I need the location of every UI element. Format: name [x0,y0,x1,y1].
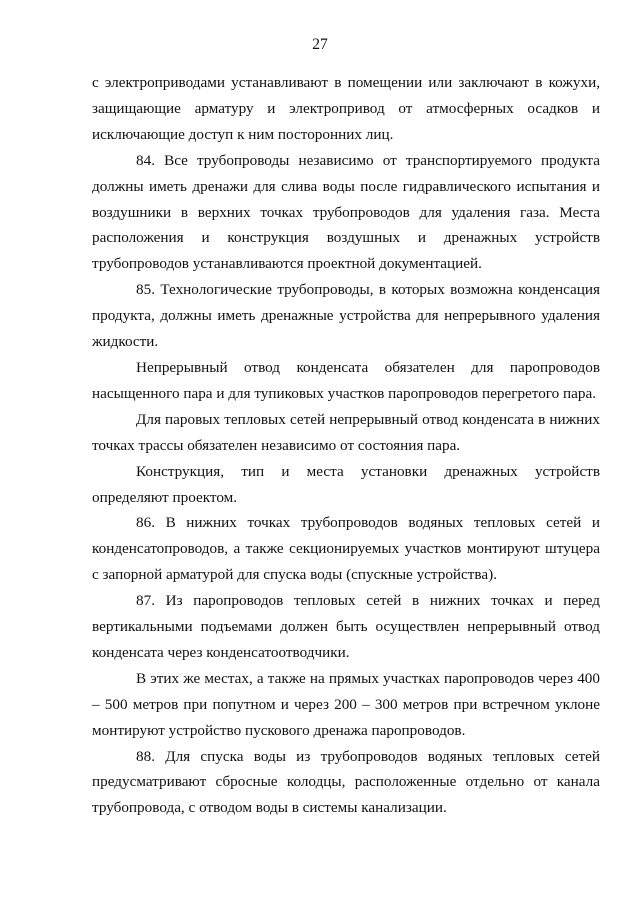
paragraph-steam-networks: Для паровых тепловых сетей непрерывный отвод конденсата в нижних точках трассы обязателен независимо от состояния пара. [92,410,600,454]
paragraph-85: 85. Технологические трубопроводы, в которых возможна конденсация продукта, должны иметь дренажные устройства для непрерывного удаления жидкости. [92,281,600,351]
page-body [92,70,600,821]
paragraph-87: 87. Из паропроводов тепловых сетей в нижних точках и перед вертикальными подъемами должен быть осуществлен непрерывный отвод конденсата через конденсатоотводчики. [92,592,600,661]
paragraph-88: 88. Для спуска воды из трубопроводов водяных тепловых сетей предусматривают сбросные колодцы, расположенные отдельно от канала трубопровода, с отводом воды в системы канализации. [92,747,600,817]
paragraph-condensate-saturated: Непрерывный отвод конденсата обязателен для паропроводов насыщенного пара и для тупиковых участков паропроводов перегретого пара. [92,358,600,402]
paragraph-86: 86. В нижних точках трубопроводов водяных тепловых сетей и конденсатопроводов, а также секционируемых участков монтируют штуцера с запорной арматурой для спуска воды (спускные устройства). [92,514,600,584]
paragraph-continuation: с электроприводами устанавливают в помещении или заключают в кожухи, защищающие арматуру и электропривод от атмосферных осадков и исключающие доступ к ним посторонних лиц. [92,74,600,143]
page-number: 27 [312,36,328,53]
paragraph-drainage-design: Конструкция, тип и места установки дренажных устройств определяют проектом. [92,462,600,506]
paragraph-84: 84. Все трубопроводы независимо от транспортируемого продукта должны иметь дренажи для слива воды после гидравлического испытания и воздушники в верхних точках трубопроводов для удаления газа. Места расположения и конструкция воздушных и дренажных устройств трубопроводов устанавливаются проектной документацией. [92,151,600,273]
paragraph-startup-drainage: В этих же местах, а также на прямых участках паропроводов через 400 – 500 метров при попутном и через 200 – 300 метров при встречном уклоне монтируют устройство пускового дренажа паропроводов. [92,669,600,739]
